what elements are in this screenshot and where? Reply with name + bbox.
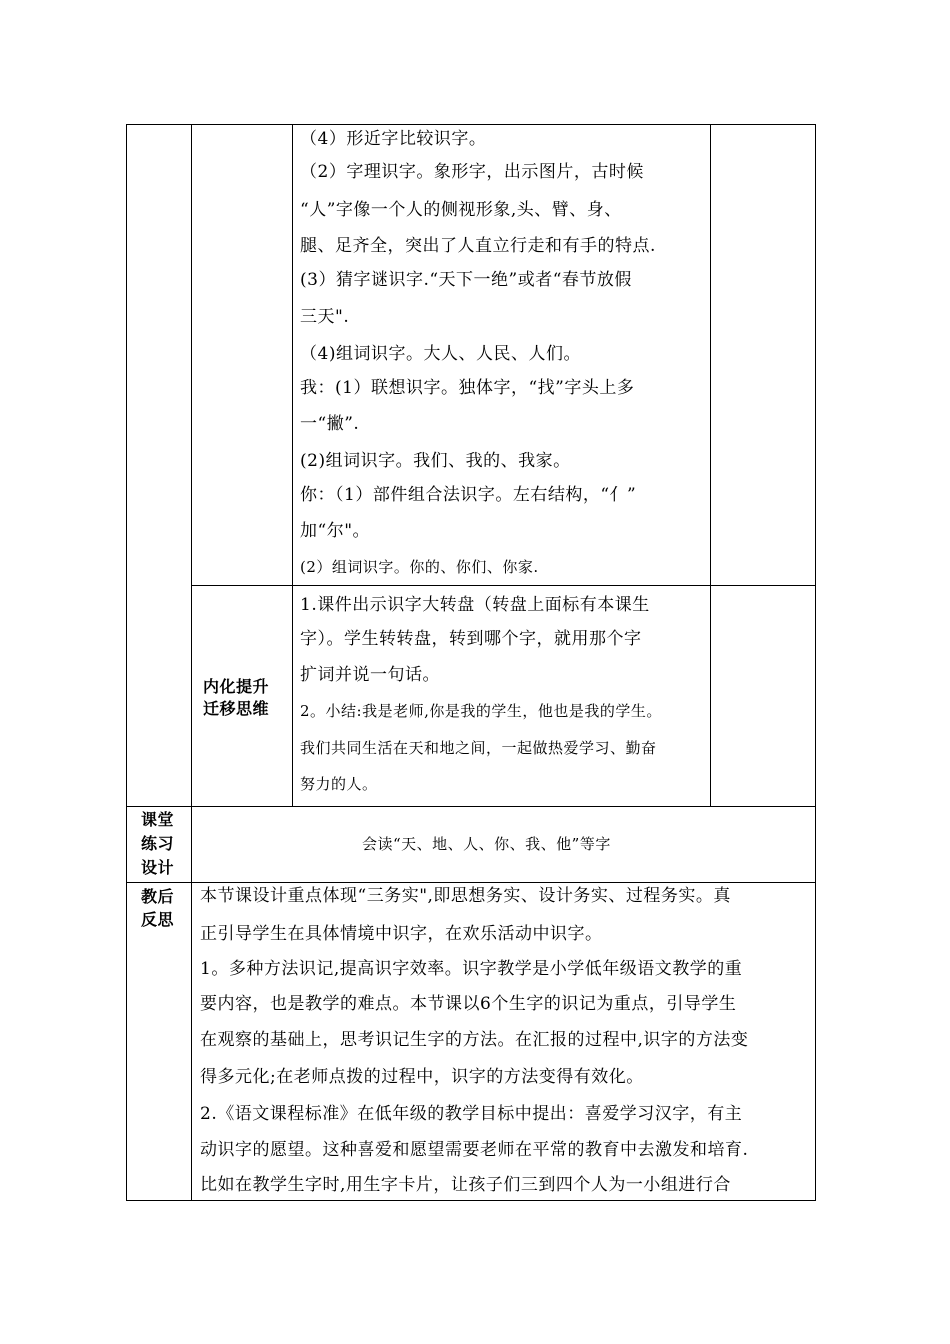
reflection-line: 1。多种方法识记,提高识字效率。识字教学是小学低年级语文教学的重: [200, 959, 743, 979]
process-line: 一“撇”.: [300, 414, 360, 434]
process-line: （2）字理识字。象形字，出示图片，古时候: [300, 162, 644, 182]
internalize-line: 字）。学生转转盘，转到哪个字，就用那个字: [300, 629, 642, 649]
practice-content: 会读“天、地、人、你、我、他”等字: [362, 835, 611, 853]
table-left-border: [126, 124, 127, 1201]
internalize-label: 内化提升: [203, 677, 270, 696]
process-line: (2）组词识字。你的、你们、你家.: [300, 558, 539, 576]
reflection-line: 动识字的愿望。这种喜爱和愿望需要老师在平常的教育中去激发和培育.: [200, 1140, 749, 1160]
row-divider-practice: [126, 806, 816, 807]
internalize-line: 努力的人。: [300, 775, 378, 793]
internalize-label: 迁移思维: [203, 699, 270, 718]
reflection-label: 教后: [141, 887, 175, 906]
process-line: 你：（1）部件组合法识字。左右结构，“亻”: [300, 485, 637, 505]
practice-label: 课堂: [141, 810, 175, 829]
process-line: 腿、足齐全，突出了人直立行走和有手的特点.: [300, 236, 656, 256]
process-line: （4)组词识字。大人、人民、人们。: [300, 344, 581, 364]
row-divider-upper: [191, 585, 816, 586]
col-divider-3: [710, 124, 711, 807]
reflection-line: 比如在教学生字时,用生字卡片，让孩子们三到四个人为一小组进行合: [200, 1175, 731, 1195]
col-divider-2: [292, 124, 293, 807]
internalize-line: 扩词并说一句话。: [300, 665, 440, 685]
reflection-label: 反思: [141, 910, 175, 929]
practice-label: 设计: [141, 858, 175, 877]
process-line: （4）形近字比较识字。: [300, 129, 487, 149]
reflection-line: 在观察的基础上，思考识记生字的方法。在汇报的过程中,识字的方法变: [200, 1030, 749, 1050]
process-line: (3）猜字谜识字.“天下一绝”或者“春节放假: [300, 270, 632, 290]
process-line: 我：(1）联想识字。独体字，“找”字头上多: [300, 378, 635, 398]
process-line: “人”字像一个人的侧视形象,头、臂、身、: [300, 200, 622, 220]
internalize-line: 我们共同生活在天和地之间，一起做热爱学习、勤奋: [300, 739, 657, 757]
reflection-line: 要内容，也是教学的难点。本节课以6个生字的识记为重点，引导学生: [200, 994, 737, 1014]
process-line: 加“尔"。: [300, 521, 371, 541]
reflection-line: 2.《语文课程标准》在低年级的教学目标中提出：喜爱学习汉字，有主: [200, 1104, 743, 1124]
table-bottom-border: [126, 1200, 816, 1201]
practice-label: 练习: [141, 834, 175, 853]
table-top-border: [126, 124, 816, 125]
process-line: (2)组词识字。我们、我的、我家。: [300, 451, 571, 471]
col-divider-1: [191, 124, 192, 1201]
reflection-line: 得多元化;在老师点拨的过程中，识字的方法变得有效化。: [200, 1067, 644, 1087]
internalize-line: 2。小结:我是老师,你是我的学生，他也是我的学生。: [300, 702, 662, 720]
row-divider-reflection: [126, 882, 816, 883]
internalize-line: 1.课件出示识字大转盘（转盘上面标有本课生: [300, 595, 650, 615]
table-right-border: [815, 124, 816, 1201]
reflection-line: 正引导学生在具体情境中识字，在欢乐活动中识字。: [200, 924, 603, 944]
reflection-line: 本节课设计重点体现“三务实",即思想务实、设计务实、过程务实。真: [200, 886, 731, 906]
process-line: 三天".: [300, 307, 350, 327]
